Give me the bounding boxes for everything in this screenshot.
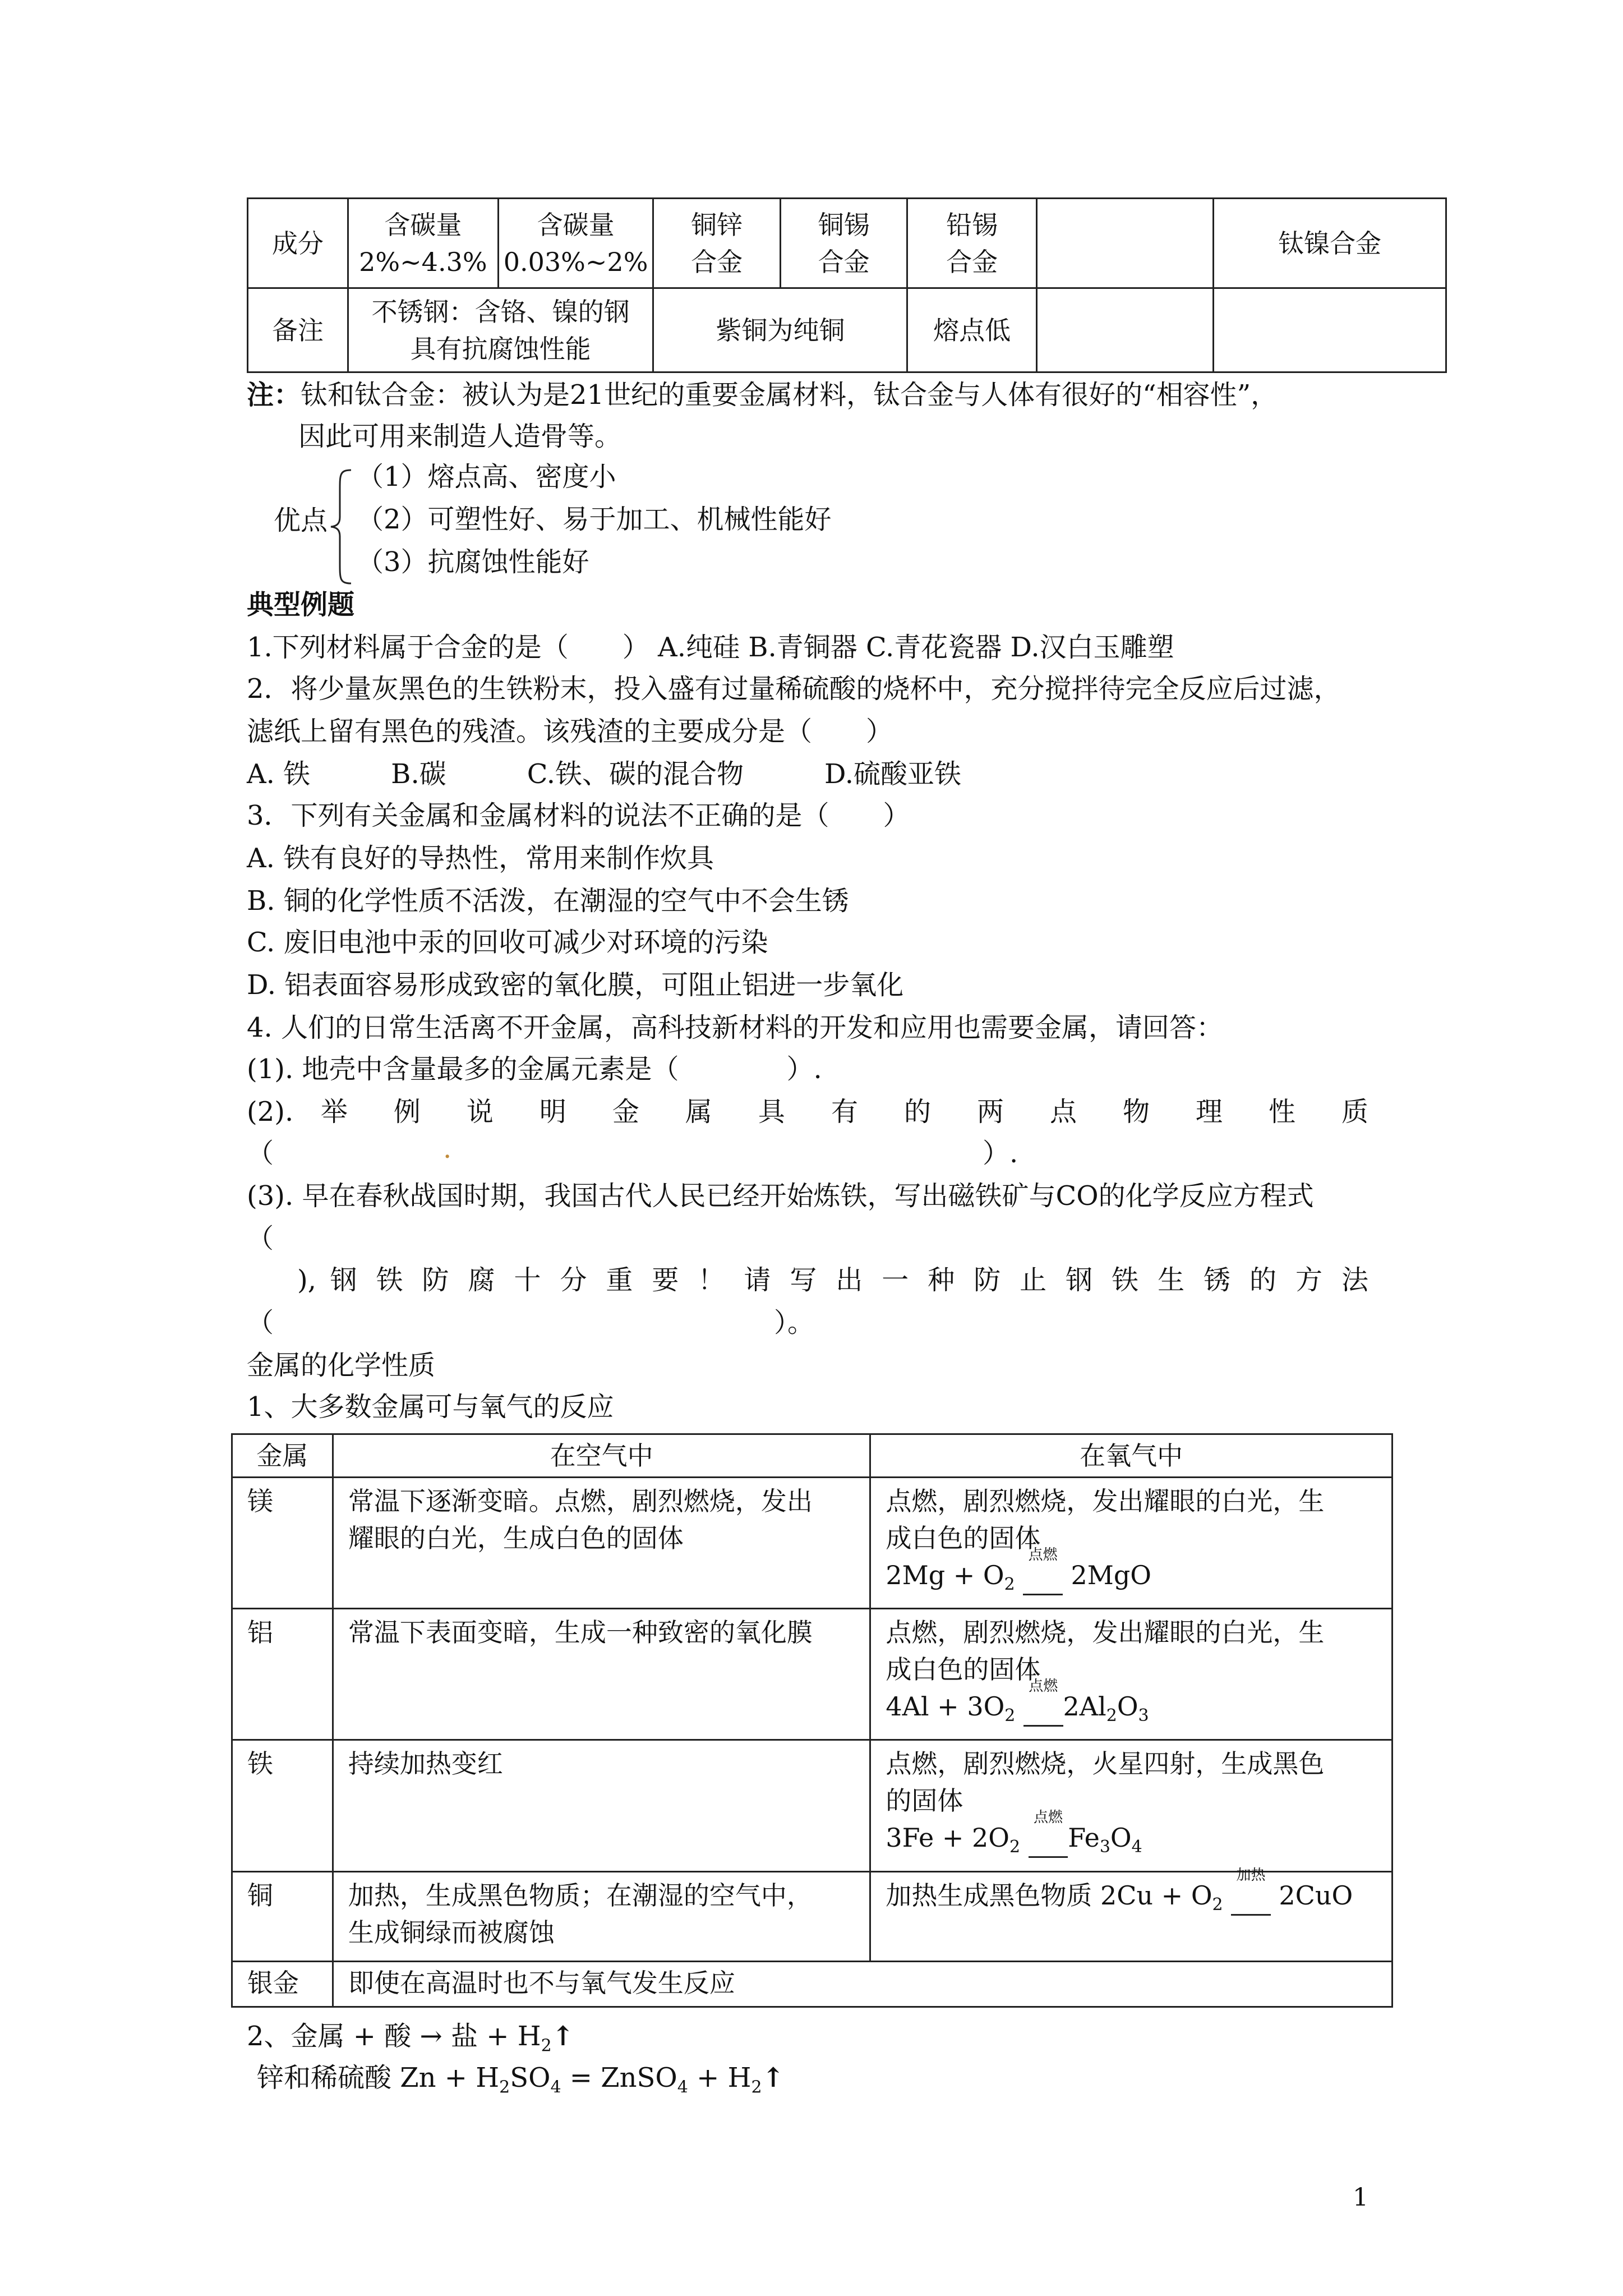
table-header-notes: 备注 xyxy=(248,288,348,372)
question-3: 3．下列有关金属和金属材料的说法不正确的是（ ） xyxy=(247,800,910,831)
question-4-part-3: (3). 早在春秋战国时期，我国古代人民已经开始炼铁，写出磁铁矿与CO的化学反应方程式 xyxy=(247,1180,1314,1212)
subsection-heading-acid: 2、金属 + 酸 → 盐 + $H_2↑$ xyxy=(247,2021,574,2056)
equation: $3Fe + 2O_2$ 点燃 $Fe_3O_4$ xyxy=(886,1809,1142,1857)
advantage-item: （2）可塑性好、易于加工、机械性能好 xyxy=(357,504,832,535)
table-cell: 铜锡 合金 xyxy=(780,199,907,288)
table-cell: 铅锡 合金 xyxy=(907,199,1036,288)
equation: $2Mg + O_2$ 点燃 2MgO xyxy=(886,1547,1152,1595)
air-reaction: 即使在高温时也不与氧气发生反应 xyxy=(333,1961,1392,2007)
alloy-table xyxy=(247,197,1447,373)
table-header: 在空气中 xyxy=(333,1434,870,1478)
table-cell xyxy=(1214,288,1446,372)
air-reaction: 常温下逐渐变暗。点燃，剧烈燃烧，发出 耀眼的白光，生成白色的固体 xyxy=(333,1478,870,1609)
question-2-options: A. 铁 B.碳 C.铁、碳的混合物 D.硫酸亚铁 xyxy=(247,758,962,790)
table-cell xyxy=(1036,199,1213,288)
note-line-1: 注：钛和钛合金：被认为是21世纪的重要金属材料，钛合金与人体有很好的“相容性”， xyxy=(247,379,1278,411)
table-cell: 紫铜为纯铜 xyxy=(653,288,907,372)
metal-name: 铜 xyxy=(232,1871,333,1961)
table-cell: 铜锌 合金 xyxy=(653,199,781,288)
table-header: 在氧气中 xyxy=(870,1434,1393,1478)
table-header-row xyxy=(232,1434,1393,1478)
question-4-part-3-cont: ), 钢 铁 防 腐 十 分 重 要 ！ 请 写 出 一 种 防 止 钢 铁 生 锈 的 方 法 xyxy=(297,1264,1368,1296)
answer-bracket-open: （ xyxy=(247,1307,274,1338)
table-row xyxy=(232,1961,1393,2007)
brace-icon xyxy=(330,468,352,586)
question-2-line-1: 2．将少量灰黑色的生铁粉末，投入盛有过量稀硫酸的烧杯中，充分搅拌待完全反应后过滤， xyxy=(247,673,1341,705)
equation: $4Al + 3O_2$ 点燃 $2Al_2O_3$ xyxy=(886,1678,1149,1726)
table-cell: 熔点低 xyxy=(907,288,1036,372)
table-cell xyxy=(1036,288,1213,372)
examples-heading: 典型例题 xyxy=(247,589,355,620)
answer-bracket-close: ）. xyxy=(983,1138,1018,1169)
answer-bracket-open: （ xyxy=(247,1138,274,1169)
oxygen-reaction: 点燃，剧烈燃烧，发出耀眼的白光，生 成白色的固体 $2Mg + O_2$ 点燃 2MgO xyxy=(870,1478,1393,1609)
answer-bracket-close: ）。 xyxy=(774,1307,815,1338)
question-4: 4. 人们的日常生活离不开金属，高科技新材料的开发和应用也需要金属，请回答： xyxy=(247,1012,1224,1043)
table-row xyxy=(232,1871,1393,1961)
question-3-option-c: C. 废旧电池中汞的回收可减少对环境的污染 xyxy=(247,927,768,958)
metal-oxygen-table xyxy=(231,1433,1393,2008)
air-reaction: 持续加热变红 xyxy=(333,1740,870,1871)
air-reaction: 常温下表面变暗，生成一种致密的氧化膜 xyxy=(333,1609,870,1740)
table-cell: 含碳量 0.03%~2% xyxy=(498,199,653,288)
table-cell: 不锈钢：含铬、镍的钢 具有抗腐蚀性能 xyxy=(348,288,653,372)
subsection-heading: 1、大多数金属可与氧气的反应 xyxy=(247,1391,614,1423)
answer-bracket-open: （ xyxy=(247,1223,274,1254)
question-3-option-b: B. 铜的化学性质不活泼，在潮湿的空气中不会生锈 xyxy=(247,885,849,917)
oxygen-reaction: 加热生成黑色物质 $2Cu + O_2$ 加热 2CuO xyxy=(870,1871,1393,1961)
table-cell: 钛镍合金 xyxy=(1214,199,1446,288)
table-row xyxy=(232,1478,1393,1609)
alloy-table-row-composition xyxy=(248,199,1446,288)
table-header-composition: 成分 xyxy=(248,199,348,288)
alloy-table-row-notes xyxy=(248,288,1446,372)
answer-dot: . xyxy=(443,1133,452,1165)
oxygen-reaction: 点燃，剧烈燃烧，发出耀眼的白光，生 成白色的固体 $4Al + 3O_2$ 点燃 $2Al_2O_3$ xyxy=(870,1609,1393,1740)
question-4-part-1: (1). 地壳中含量最多的金属元素是（ ）. xyxy=(247,1053,822,1085)
page-number: 1 xyxy=(1353,2183,1368,2212)
metal-name: 银金 xyxy=(232,1961,333,2007)
oxygen-reaction: 点燃，剧烈燃烧，火星四射，生成黑色 的固体 $3Fe + 2O_2$ 点燃 $Fe_3O_4$ xyxy=(870,1740,1393,1871)
note-line-2: 因此可用来制造人造骨等。 xyxy=(298,421,622,452)
table-header: 金属 xyxy=(232,1434,333,1478)
section-heading: 金属的化学性质 xyxy=(247,1350,436,1381)
metal-name: 铝 xyxy=(232,1609,333,1740)
metal-name: 镁 xyxy=(232,1478,333,1609)
air-reaction: 加热，生成黑色物质；在潮湿的空气中， 生成铜绿而被腐蚀 xyxy=(333,1871,870,1961)
question-4-part-2: (2). 举 例 说 明 金 属 具 有 的 两 点 物 理 性 质 xyxy=(247,1096,1368,1128)
table-row xyxy=(232,1609,1393,1740)
question-2-line-2: 滤纸上留有黑色的残渣。该残渣的主要成分是（ ） xyxy=(247,716,893,747)
question-3-option-a: A. 铁有良好的导热性，常用来制作炊具 xyxy=(247,843,714,874)
question-1: 1.下列材料属于合金的是（ ） A.纯硅 B.青铜器 C.青花瓷器 D.汉白玉雕塑 xyxy=(247,632,1174,663)
zinc-equation: 锌和稀硫酸 $Zn + H_2SO_4$ = ZnSO$_4$ + $H_2↑$ xyxy=(257,2062,785,2097)
metal-name: 铁 xyxy=(232,1740,333,1871)
advantages-label: 优点 xyxy=(274,505,328,536)
advantage-item: （3）抗腐蚀性能好 xyxy=(357,546,589,578)
advantage-item: （1）熔点高、密度小 xyxy=(357,461,616,493)
question-3-option-d: D. 铝表面容易形成致密的氧化膜，可阻止铝进一步氧化 xyxy=(247,969,904,1001)
table-row xyxy=(232,1740,1393,1871)
table-cell: 含碳量 2%~4.3% xyxy=(348,199,498,288)
